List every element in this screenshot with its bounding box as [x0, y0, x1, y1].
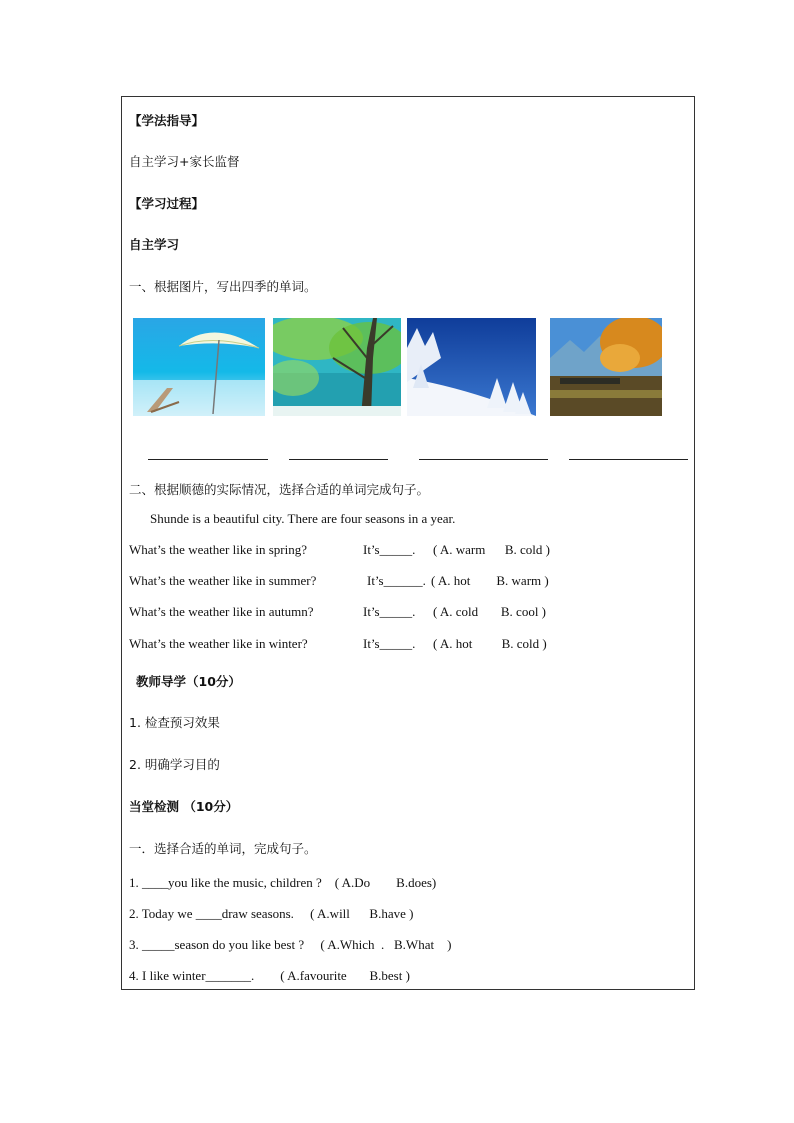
class-test-heading: 当堂检测 （10分） — [129, 799, 239, 814]
summer-beach-icon — [133, 318, 265, 416]
test-question: 4. I like winter_______. ( A.favourite B.best ) — [129, 968, 410, 983]
test-question: 3. _____season do you like best ? ( A.Which . B.What ) — [129, 937, 452, 952]
method-text: 自主学习+家长监督 — [129, 154, 240, 169]
answer-blank[interactable] — [419, 459, 548, 460]
test-question: 1. ____you like the music, children ? ( A.Do B.does) — [129, 875, 437, 890]
weather-question: What’s the weather like in winter? — [129, 636, 308, 651]
process-heading: 【学习过程】 — [129, 196, 205, 211]
weather-question: What’s the weather like in autumn? — [129, 604, 314, 619]
weather-options: ( A. warm B. cold ) — [433, 542, 550, 557]
answer-blank[interactable] — [289, 459, 388, 460]
exercise1-title: 一、根据图片，写出四季的单词。 — [129, 279, 317, 294]
answer-blank[interactable] — [148, 459, 268, 460]
class-test-title: 一．选择合适的单词，完成句子。 — [129, 841, 317, 856]
weather-options: ( A. hot B. cold ) — [433, 636, 547, 651]
weather-options: ( A. hot B. warm ) — [431, 573, 549, 588]
exercise2-intro: Shunde is a beautiful city. There are four seasons in a year. — [150, 511, 456, 526]
method-heading: 【学法指导】 — [129, 113, 205, 128]
weather-question: What’s the weather like in spring? — [129, 542, 307, 557]
weather-answer: It’s_____. — [363, 604, 416, 619]
teacher-guide-item: 2. 明确学习目的 — [129, 757, 220, 772]
teacher-guide-heading: 教师导学（10分） — [136, 674, 241, 689]
spring-tree-icon — [273, 318, 401, 416]
winter-snow-icon — [407, 318, 536, 416]
teacher-guide-item: 1. 检查预习效果 — [129, 715, 220, 730]
weather-options: ( A. cold B. cool ) — [433, 604, 547, 619]
autumn-landscape-icon — [550, 318, 662, 416]
answer-blank[interactable] — [569, 459, 688, 460]
exercise2-title: 二、根据顺德的实际情况，选择合适的单词完成句子。 — [129, 482, 430, 497]
weather-answer: It’s_____. — [363, 542, 416, 557]
self-study-heading: 自主学习 — [129, 237, 180, 252]
weather-answer: It’s_____. — [363, 636, 416, 651]
test-question: 2. Today we ____draw seasons. ( A.will B.have ) — [129, 906, 414, 921]
weather-question: What’s the weather like in summer? — [129, 573, 317, 588]
weather-answer: It’s______. — [367, 573, 426, 588]
